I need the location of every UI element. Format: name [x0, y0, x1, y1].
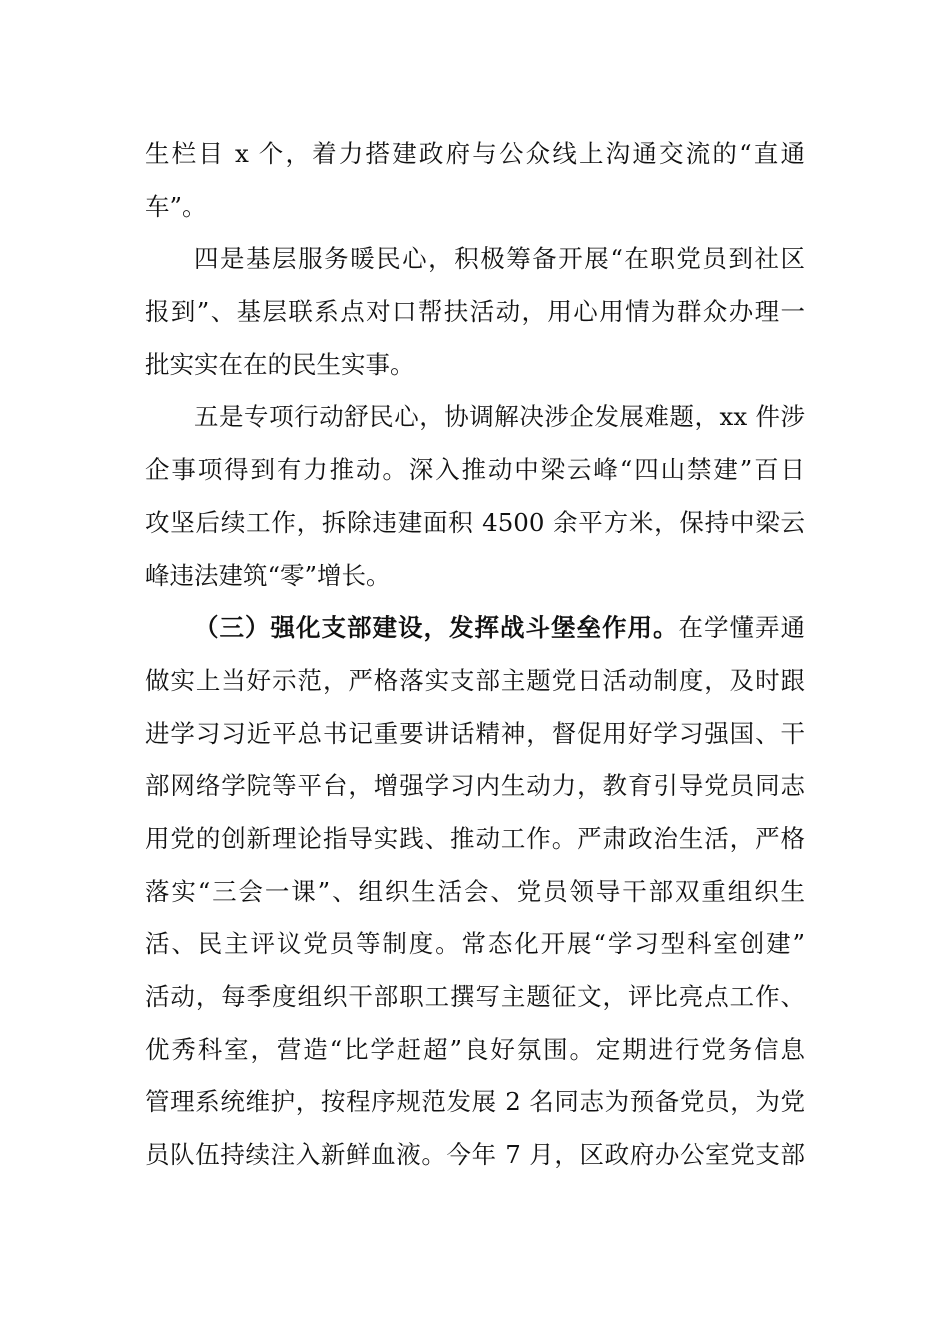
heading-line	[145, 602, 805, 655]
text-line: 五是专项行动舒民心，协调解决涉企发展难题，xx 件涉	[194, 402, 805, 432]
text-line: 批实实在在的民生实事。	[145, 349, 415, 379]
text-line: 活动，每季度组织干部职工撰写主题征文，评比亮点工作、	[145, 982, 805, 1011]
text-line: 攻坚后续工作，拆除违建面积 4500 余平方米，保持中梁云	[145, 507, 805, 537]
text-line: 报到”、基层联系点对口帮扶活动，用心用情为群众办理一	[145, 297, 805, 327]
text-line: 部网络学院等平台，增强学习内生动力，教育引导党员同志	[145, 771, 805, 801]
text-line: 落实“三会一课”、组织生活会、党员领导干部双重组织生	[145, 876, 805, 906]
text-line: 企事项得到有力推动。深入推动中梁云峰“四山禁建”百日	[145, 455, 805, 485]
text-line: 四是基层服务暖民心，积极筹备开展“在职党员到社区	[194, 244, 805, 274]
text-line: 用党的创新理论指导实践、推动工作。严肃政治生活，严格	[145, 823, 805, 853]
text-line: 生栏目 x 个，着力搭建政府与公众线上沟通交流的“直通	[145, 139, 805, 168]
paragraph-3	[145, 391, 805, 602]
text-line: 员队伍持续注入新鲜血液。今年 7 月，区政府办公室党支部	[145, 1140, 805, 1170]
heading-line-rest: 在学懂弄通	[678, 613, 805, 643]
text-line: 进学习习近平总书记重要讲话精神，督促用好学习强国、干	[145, 718, 805, 748]
text-line: 活、民主评议党员等制度。常态化开展“学习型科室创建”	[145, 929, 805, 959]
text-line: 优秀科室，营造“比学赶超”良好氛围。定期进行党务信息	[145, 1034, 805, 1064]
paragraph-2	[145, 233, 805, 391]
document-body	[145, 128, 805, 1182]
paragraph-4	[145, 602, 805, 1182]
section-heading: （三）强化支部建设，发挥战斗堡垒作用。	[194, 613, 679, 643]
text-line: 做实上当好示范，严格落实支部主题党日活动制度，及时跟	[145, 665, 805, 695]
text-line: 车”。	[145, 191, 207, 221]
paragraph-1	[145, 128, 805, 233]
text-line: 峰违法建筑“零”增长。	[145, 560, 391, 590]
text-line: 管理系统维护，按程序规范发展 2 名同志为预备党员，为党	[145, 1087, 805, 1117]
